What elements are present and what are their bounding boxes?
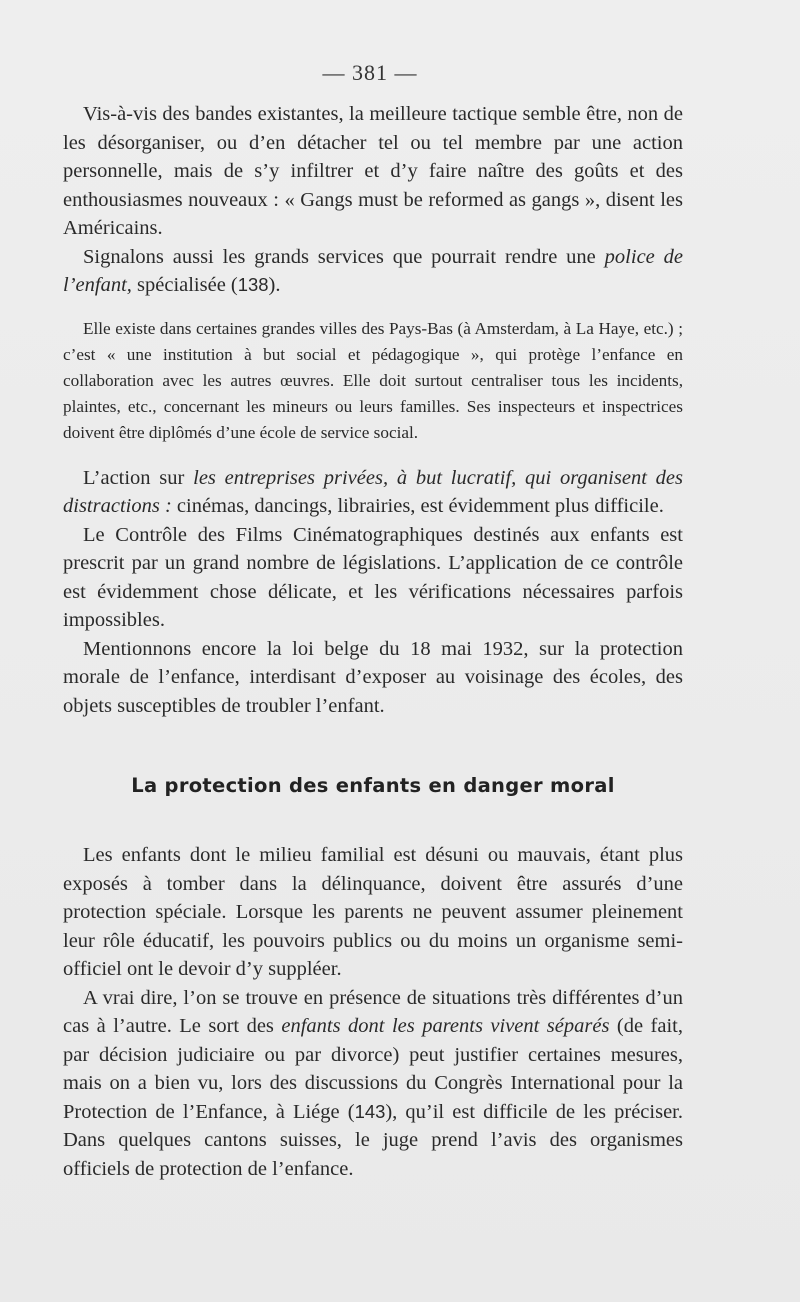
page-body xyxy=(63,100,683,1183)
paragraph-separated-parents xyxy=(63,984,683,1184)
paragraph-family-milieu: Les enfants dont le milieu familial est désuni ou mauvais, étant plus exposés à tomber dans la délinquance, doivent être assurés d’une protection spéciale. Lorsque les parents ne peuvent assumer pleinement leur rôle éducatif, les pouvoirs publics ou du moins un organisme semi-officiel ont le devoir d’y suppléer. xyxy=(63,844,683,980)
note-block xyxy=(63,316,683,446)
text: A vrai dire, l’on se trouve en présence de situations très différentes d’un cas à l’autre. Le sort des xyxy=(63,986,683,1037)
text: cinémas, dancings, librairies, est évidemment plus difficile. xyxy=(171,495,664,517)
paragraph-film-control: Le Contrôle des Films Cinématographiques destinés aux enfants est prescrit par un grand nombre de législations. L’application de ce contrôle est évidemment chose délicate, et les vérifications nécessaires parfois impossibles. xyxy=(63,523,683,631)
emphasis: enfants dont les parents vivent séparés xyxy=(281,1015,610,1037)
reference-number: 143 xyxy=(354,1100,386,1122)
text: ), qu’il est difficile de les préciser. Dans quelques cantons suisses, le juge prend l’avis des organismes officiels de protection de l’enfance. xyxy=(63,1100,683,1180)
paragraph-private-enterprises xyxy=(63,464,683,521)
reference-number: 138 xyxy=(237,274,269,295)
emphasis: police de l’enfant, xyxy=(63,245,683,296)
page-number: — 381 — xyxy=(322,60,418,85)
section-1 xyxy=(63,100,683,300)
note-paragraph: Elle existe dans certaines grandes villes des Pays-Bas (à Amsterdam, à La Haye, etc.) ; c’est « une institution à but social et pédagogique », qui protège l’enfance en collaboration avec les autres œuvres. Elle doit surtout centraliser tous les incidents, plaintes, etc., concernant les mineurs ou leurs familles. Ses inspecteurs et inspectrices doivent être diplômés d’une école de service social. xyxy=(63,318,683,442)
section-1-continued xyxy=(63,464,683,721)
paragraph-gangs: Vis-à-vis des bandes existantes, la meilleure tactique semble être, non de les désorganiser, ou d’en détacher tel ou tel membre par une action personnelle, mais de s’y infiltrer et d’y faire naître des goûts et des enthousiasmes nouveaux : « Gangs must be reformed as gangs », disent les Américains. xyxy=(63,103,683,239)
text: (de fait, par décision judiciaire ou par divorce) peut justifier certaines mesures, mais on a bien vu, lors des discussions du Congrès International pour la Protection de l’Enfance, à Liége ( xyxy=(63,1015,683,1123)
section-2 xyxy=(63,841,683,1183)
section-heading: La protection des enfants en danger moral xyxy=(131,774,615,797)
text: L’action sur xyxy=(83,466,194,489)
paragraph-belgian-law: Mentionnons encore la loi belge du 18 mai 1932, sur la protection morale de l’enfance, interdisant d’exposer au voisinage des écoles, des objets susceptibles de troubler l’enfant. xyxy=(63,637,683,717)
text: ). xyxy=(268,274,281,296)
paragraph-police xyxy=(63,243,683,300)
text: spécialisée ( xyxy=(131,274,238,296)
emphasis: les entreprises privées, à but lucratif, qui organisent des distractions : xyxy=(63,466,683,517)
text: Signalons aussi les grands services que pourrait rendre une xyxy=(83,245,605,268)
